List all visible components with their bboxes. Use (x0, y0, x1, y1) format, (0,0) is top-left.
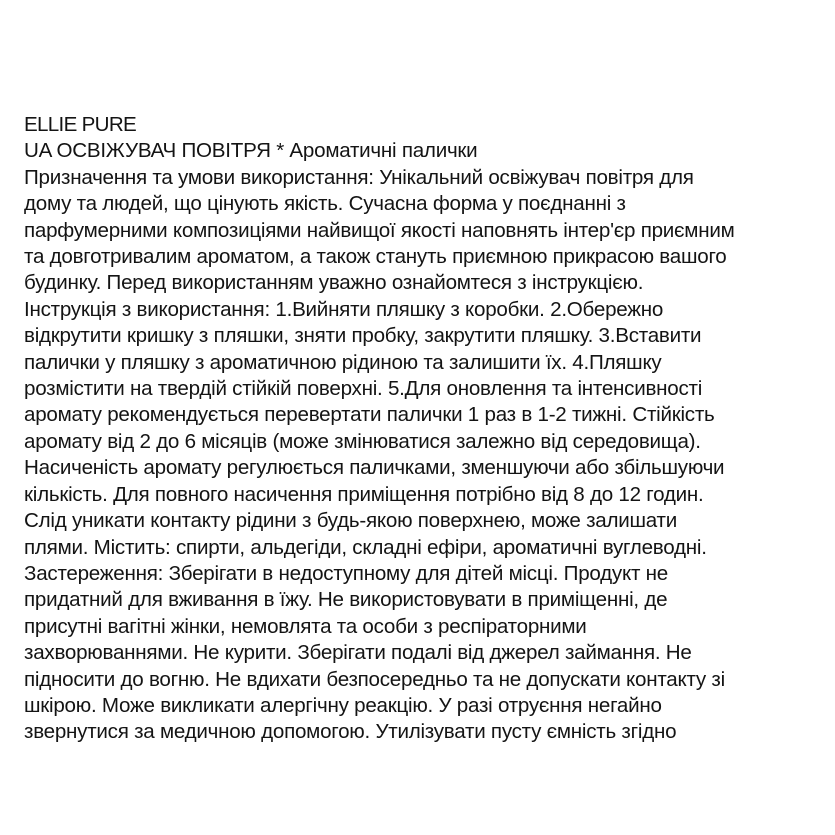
text-line: палички у пляшку з ароматичною рідиною та залишити їх. 4.Пляшку (24, 350, 662, 374)
text-line: дому та людей, що цінують якість. Сучасна форма у поєднанні з (24, 192, 626, 216)
text-line: Слід уникати контакту рідини з будь-якою поверхнею, може залишати (24, 509, 677, 533)
text-line: Інструкція з використання: 1.Вийняти пляшку з коробки. 2.Обережно (24, 297, 664, 321)
text-line: підносити до вогню. Не вдихати безпосередньо та не допускати контакту зі (24, 667, 725, 691)
text-line: парфумерними композиціями найвищої якості наповнять інтер'єр приємним (24, 218, 735, 242)
text-line: кількість. Для повного насичення приміщення потрібно від 8 до 12 годин. (24, 482, 704, 506)
text-line: Призначення та умови використання: Унікальний освіжувач повітря для (24, 165, 694, 189)
text-line: присутні вагітні жінки, немовлята та особи з респіраторними (24, 614, 587, 638)
text-line: аромату від 2 до 6 місяців (може змінюватися залежно від середовища). (24, 429, 701, 453)
text-line: звернутися за медичною допомогою. Утилізувати пусту ємність згідно (24, 720, 677, 744)
text-line: будинку. Перед використанням уважно ознайомтеся з інструкцією. (24, 271, 644, 295)
text-line: придатний для вживання в їжу. Не використовувати в приміщенні, де (24, 588, 668, 612)
product-line-title: UA ОСВІЖУВАЧ ПОВІТРЯ * Ароматичні палички (24, 139, 478, 163)
text-line: аромату рекомендується перевертати палички 1 раз в 1-2 тижні. Стійкість (24, 403, 715, 427)
text-line: шкірою. Може викликати алергічну реакцію. У разі отруєння негайно (24, 693, 662, 717)
text-line: захворюваннями. Не курити. Зберігати подалі від джерел займання. Не (24, 641, 692, 665)
text-line: плями. Містить: спирти, альдегіди, складні ефіри, ароматичні вуглеводні. (24, 535, 707, 559)
product-label-text (24, 112, 814, 746)
text-line: розмістити на твердій стійкій поверхні. 5.Для оновлення та інтенсивності (24, 377, 703, 401)
text-line: Застереження: Зберігати в недоступному для дітей місці. Продукт не (24, 561, 668, 585)
text-line: Насиченість аромату регулюється паличками, зменшуючи або збільшуючи (24, 456, 725, 480)
text-line: та довготривалим ароматом, а також стануть приємною прикрасою вашого (24, 245, 727, 269)
brand-name: ELLIE PURE (24, 113, 137, 136)
text-line: відкрутити кришку з пляшки, зняти пробку, закрутити пляшку. 3.Вставити (24, 324, 702, 348)
